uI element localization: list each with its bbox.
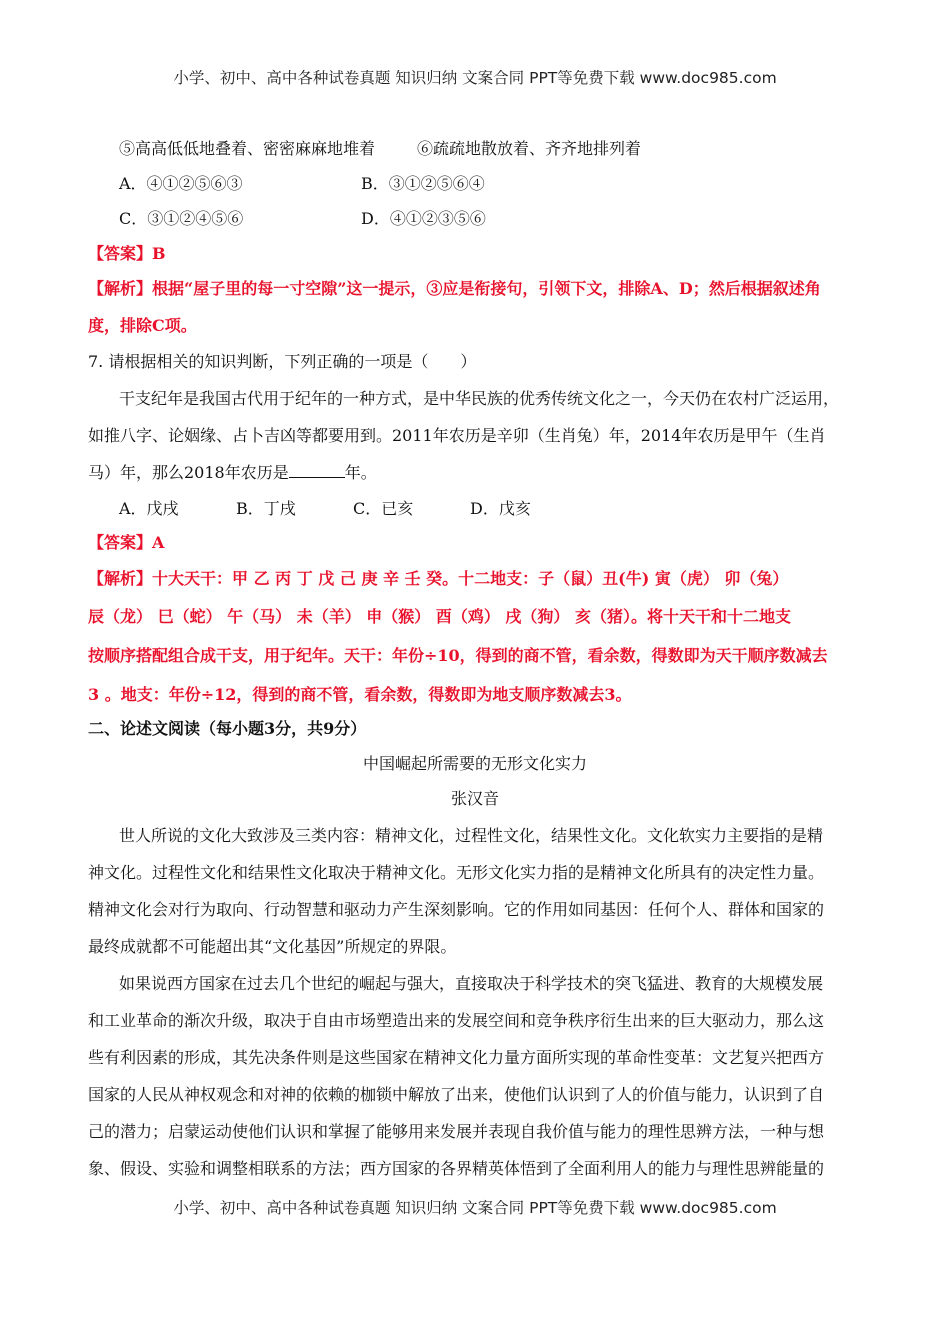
q6-answer-value: B [152, 244, 166, 263]
q7-analysis-line-2: 辰（龙） 巳（蛇） 午（马） 未（羊） 申（猴） 酉（鸡） 戌（狗） 亥（猪）。将十天干和十二地支 [88, 607, 791, 626]
q6-answer-tag: 【答案】 [88, 244, 153, 263]
page-footer: 小学、初中、高中各种试卷真题 知识归纳 文案合同 PPT等免费下载 www.doc985.com [173, 1199, 777, 1217]
q7-passage-line-3 [88, 463, 870, 483]
q6-option-b: B．③①②⑤⑥④ [361, 174, 485, 193]
q6-option-a: A．④①②⑤⑥③ [119, 174, 243, 193]
q6-items-line [119, 139, 901, 159]
q7-option-c: C．已亥 [353, 499, 414, 518]
para2-line-4: 国家的人民从神权观念和对神的依赖的枷锁中解放了出来，使他们认识到了人的价值与能力，认识到了自 [88, 1085, 825, 1104]
q7-analysis-text-1: 十大天干：甲 乙 丙 丁 戊 己 庚 辛 壬 癸。十二地支：子（鼠）丑(牛) 寅（虎） 卯（兔） [152, 569, 789, 588]
q6-option-d: D．④①②③⑤⑥ [361, 209, 486, 228]
q6-item-6: ⑥疏疏地散放着、齐齐地排列着 [417, 139, 642, 158]
q7-passage-end: 年。 [344, 463, 377, 482]
q7-passage-line-1: 干支纪年是我国古代用于纪年的一种方式，是中华民族的优秀传统文化之一，今天仍在农村广泛运用， [119, 389, 840, 408]
q7-passage-line-2: 如推八字、论姻缘、占卜吉凶等都要用到。2011年农历是辛卯（生肖兔）年，2014年农历是甲午（生肖 [88, 426, 826, 445]
q7-passage-text: 马）年，那么2018年农历是 [88, 463, 289, 482]
q7-analysis-line-3: 按顺序搭配组合成干支，用于纪年。天干：年份÷10，得到的商不管，看余数，得数即为天干顺序数减去 [88, 646, 828, 665]
q7-answer [88, 533, 870, 553]
article-author: 张汉音 [450, 789, 499, 808]
para2-line-5: 己的潜力；启蒙运动使他们认识和掌握了能够用来发展并表现自我价值与能力的理性思辨方法，一种与想 [88, 1122, 825, 1141]
para2-line-6: 象、假设、实验和调整相联系的方法；西方国家的各界精英体悟到了全面利用人的能力与理性思辨能量的 [88, 1159, 825, 1178]
para2-line-3: 些有利因素的形成，其先决条件则是这些国家在精神文化力量方面所实现的革命性变革：文艺复兴把西方 [88, 1048, 825, 1067]
q7-stem: 7. 请根据相关的知识判断，下列正确的一项是（ ） [88, 352, 477, 371]
q6-item-5: ⑤高高低低地叠着、密密麻麻地堆着 [119, 139, 376, 158]
q7-options [119, 499, 901, 519]
para2-line-1: 如果说西方国家在过去几个世纪的崛起与强大，直接取决于科学技术的突飞猛进、教育的大规模发展 [119, 974, 824, 993]
q7-option-d: D．戊亥 [470, 499, 531, 518]
q7-analysis-tag: 【解析】 [88, 569, 153, 588]
q7-answer-blank [289, 463, 345, 478]
q7-option-a: A．戊戌 [119, 499, 179, 518]
q7-answer-tag: 【答案】 [88, 533, 153, 552]
q6-answer [88, 244, 870, 264]
q7-analysis-line-1 [88, 569, 870, 589]
q6-analysis-line-1 [88, 279, 870, 299]
q7-analysis-line-4: 3 。地支：年份÷12，得到的商不管，看余数，得数即为地支顺序数减去3。 [88, 685, 632, 704]
para1-line-2: 神文化。过程性文化和结果性文化取决于精神文化。无形文化实力指的是精神文化所具有的决定性力量。 [88, 863, 825, 882]
q6-options-row-2 [119, 209, 901, 229]
section-heading: 二、论述文阅读（每小题3分，共9分） [88, 719, 367, 738]
q7-option-b: B．丁戌 [236, 499, 296, 518]
q6-options-row-1 [119, 174, 901, 194]
para1-line-4: 最终成就都不可能超出其“文化基因”所规定的界限。 [88, 937, 457, 956]
article-title: 中国崛起所需要的无形文化实力 [362, 754, 587, 773]
para2-line-2: 和工业革命的渐次升级，取决于自由市场塑造出来的发展空间和竞争秩序衍生出来的巨大驱动力，那么这 [88, 1011, 825, 1030]
q6-option-c: C．③①②④⑤⑥ [119, 209, 244, 228]
para1-line-1: 世人所说的文化大致涉及三类内容：精神文化，过程性文化，结果性文化。文化软实力主要指的是精 [119, 826, 824, 845]
q6-analysis-line-2: 度，排除C项。 [88, 316, 197, 335]
page-header: 小学、初中、高中各种试卷真题 知识归纳 文案合同 PPT等免费下载 www.doc985.com [173, 69, 777, 87]
q7-answer-value: A [152, 533, 165, 552]
q6-analysis-text-1: 根据“屋子里的每一寸空隙”这一提示，③应是衔接句，引领下文，排除A、D；然后根据叙述角 [152, 279, 821, 298]
para1-line-3: 精神文化会对行为取向、行动智慧和驱动力产生深刻影响。它的作用如同基因：任何个人、群体和国家的 [88, 900, 825, 919]
q6-analysis-tag: 【解析】 [88, 279, 153, 298]
